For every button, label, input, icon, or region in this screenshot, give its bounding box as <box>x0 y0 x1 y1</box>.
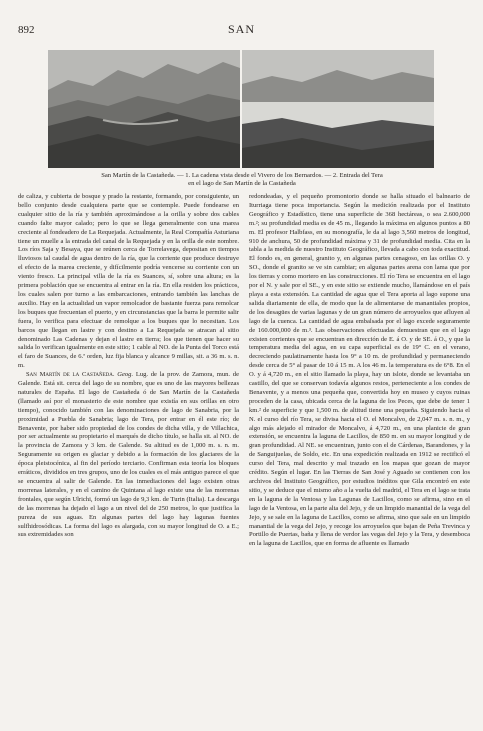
entry-abbr: Geog. <box>117 371 134 379</box>
body-text <box>18 193 470 713</box>
entry-paragraph <box>18 371 239 540</box>
right-column <box>249 193 470 713</box>
mountain-ridge-photo <box>48 50 240 168</box>
figure-caption <box>60 172 424 188</box>
lake-shore-photo <box>242 50 434 168</box>
figure-photos <box>48 50 434 168</box>
running-head: SAN <box>227 22 255 36</box>
paragraph: redondeadas, y el pequeño promontorio donde se halla situado el balneario de Iturriaga tiene poca importancia. Según la medición realizada por el Instituto Geográfico y Estadístico, tiene una superficie de 368 hectáreas, o sea 2.600,000 m.²; su profundidad media es de 45 m., llegando la máxima en algunos puntos a 80 m. El profesor Halbfass, en su monografía, le da al lago 3,560 metros de longitud, 910 de anchura, 50 de profundidad máxima y 31 de profundidad media. Cita en la tabla a la medida de nuestro Instituto Geográfico, llevada a cabo con toda exactitud. El fondo es, en general, granito y, en algunas partes cenagoso, en las orillas O. y SO., donde el granito se ve sin cambiar; en algunas partes arena con lama que por los tierras y como mortero en las construcciones. El río Tera se encuentra en el lago por el N. y sale por el SE., y en este sitio se extiende mucho, llamándose en el país playa a esta extensión. La cantidad de agua que el Tera aporta al lago supone una salida diariamente de ella, de modo que la de alimentarse de manantiales propios, de los desagües de varias lagunas y de un gran número de arroyuelos que afluyen al lago de la cuenca. La cantidad de agua embalsada por el lago excede seguramente de 160.000,000 de m.³. Las observaciones efectuadas demuestran que en el lago existen corrientes que se encuentran en dirección de E. á O. y de SE. á O., y que la temperatura media del agua, en su capa superficial es de 19° C. en el verano, decreciendo paulatinamente hasta los 9° a 10 m. de profundidad y permaneciendo desde cerca de 5° al pasar de 10 á 15 m. A los 46 m. la temperatura es de 6°8. En el O. y á 4,720 m., en el sitio llamado la playa, hay un islote, donde se levantaba un castillo, del que se conservan todavía algunos restos, perteneciente a los condes de Benavente, y a menos una pequeña que, convertida hoy en museo y cuyos ruinas proceden de la casa, ubicada cerca de la laguna de los Peces, que debe de tener 1 km.² de superficie y que 1,500 m. de altitud tiene una pequeña. Siguiendo hacia el N. el curso del río Tera, se divisa hacia el O. el Moncalvo, de 2,047 m. s. n. m., y algo más alejado el mirador de Moncalvo, á 4,720 m., en una planicie de gran extensión, se encuentra la laguna de Lacillos, de 850 m. en su mayor longitud y de gran profundidad. Al NE. se encuentran, junto con el de Cárdenas, Barandones, y la de Sanguijuelas, de Soldo, etc. En una expedición realizada en 1912 se rectificó el curso del Tera, mal descrito y mal trazado en los mapas que gozan de mayor crédito. Según el lugar. En las Tierras de San José y Aguado se contienen con los archivos del Instituto Geográfico, por estudios inéditos que Gila encontró en este sitio, y se deduce que el mismo año a la vuelta del madrid, el Tera en el lago se trata en la laguna de la Ventosa y las Lagunas de Lacillos, como se afirma, sino en el lago de la Ventosa, en la parte alta del Jejo, y de un limpido manantial de la vega del Jejo, y se sale en la laguna de Lacillos, como se afirma, sino que sale en un limpido manantial de la vega del Jejo, y recoge los arroyuelos que bajan de Peña Trevinca y Portillo de Puertas, baña y llena de verdor las vegas del Jejo y la Tera, y desemboca en la laguna de Lacillos, que en forma de afluente es llamado <box>249 193 470 548</box>
entry-text: Lug. de la prov. de Zamora, mun. de Galende. Está sit. cerca del lago de su nombre, que es uno de las mayores bellezas naturales de España. El lago de Castañeda ó de San Martín de la Castañeda (llamado así por el monasterio de este nombre que existía en sus orillas en otro tiempo), conocido también con las denominaciones de lago de Sanabria, por la proximidad a Puebla de Sanabria; lago de Tera, por entrar en él este río; de Benavente, por haber sido propiedad de los condes de dicha villa, y de Villachica, por ser actualmente su propietario el marqués de dicho título, se halla sit. al NO. de la provincia de Zamora y 3 km. de Galende. Su altitud es de 1,000 m. s. n. m. Seguramente su origen es glaciar y debido a la formación de los glaciares de la época pleistocénica, al fin del período terciario. Confirman esta teoría los bloques erráticos, divididos en tres grupos, uno de los cuales es el más antiguo parece el que se encuentra al salir de Galende. En las inmediaciones del lago existen otras morrenas laterales, y en el camino de Quintana al lago existe una de las morrenas frontales, que según Ulrichi, formó un lago de 9,3 km. de Turin (Italia). La descarga de las morrenas ha dejado el lago a un nivel del de 250 metros, lo que justifica la pureza de sus aguas. En algunas partes del lago hay lagunas fuentes sulfhidrosódicas. La forma del lago es alargada, con su mayor longitud de O. a E.; sus extremidades son <box>18 371 239 539</box>
entry-heading: San Martín de la Castañeda. <box>26 371 115 379</box>
caption-line-1: San Martín de la Castañeda. — 1. La cadena vista desde el Vivero de los Bernardos. — 2. Entrada del Tera <box>101 172 383 179</box>
left-column <box>18 193 239 713</box>
caption-line-2: en el lago de San Martín de la Castañeda <box>188 180 296 187</box>
page-number: 892 <box>18 24 35 36</box>
paragraph: de caliza, y cubierta de bosque y prado la restante, formando, por consiguiente, un bello conjunto desde cualquiera parte que se contemple. Puede fondearse en cualquier sitio de la ría y también aproximándose a la orilla y sobre dos cables cuando falte mayor calado; pero lo que se llega generalmente con una marea creciente al fondeadero de La Requejada. Actualmente, la Real Compañía Asturiana tiene un muelle a la entrada del canal de la Requejada y en la orilla de este nombre. Los ríos Saja y Besaya, que se reúnen cerca de Torrelavega, depositan en tiempos lluviosos tal caudal de agua dentro de la ría, que la corriente que produce destruye el efecto de la marea creciente, y difícilmente podría vencerse su corriente con un viento fresco. La principal villa de la ría es Suances, sí, sobre una altura; es la primera población que se encuentra al entrar en la ría. En ella residen los prácticos, los cuales salen por turno a las embarcaciones, entrando también las lanchas de auxilio. Hay en la actualidad un vapor remolcador de bastante fuerza para remolcar los buques que frecuentan el puerto, y en circunstancias que la barra le permite salir fuera, lo verifica para efectuar de remolque a los buques que lo necesitan. Los barcos que llegan en lastre y con destino a La Requejada se atracan al sitio denominado Las Cadenas y dejan el lastre en tierra; los que tienen que hacer su salida lo verifican igualmente en este sitio; 1 cable al NO. de la Punta del Torco está el faro de Suances, de 6.ª orden, luz fija blanca y alcance 9 millas, sit. a 36 m. s. n. m. <box>18 193 239 370</box>
